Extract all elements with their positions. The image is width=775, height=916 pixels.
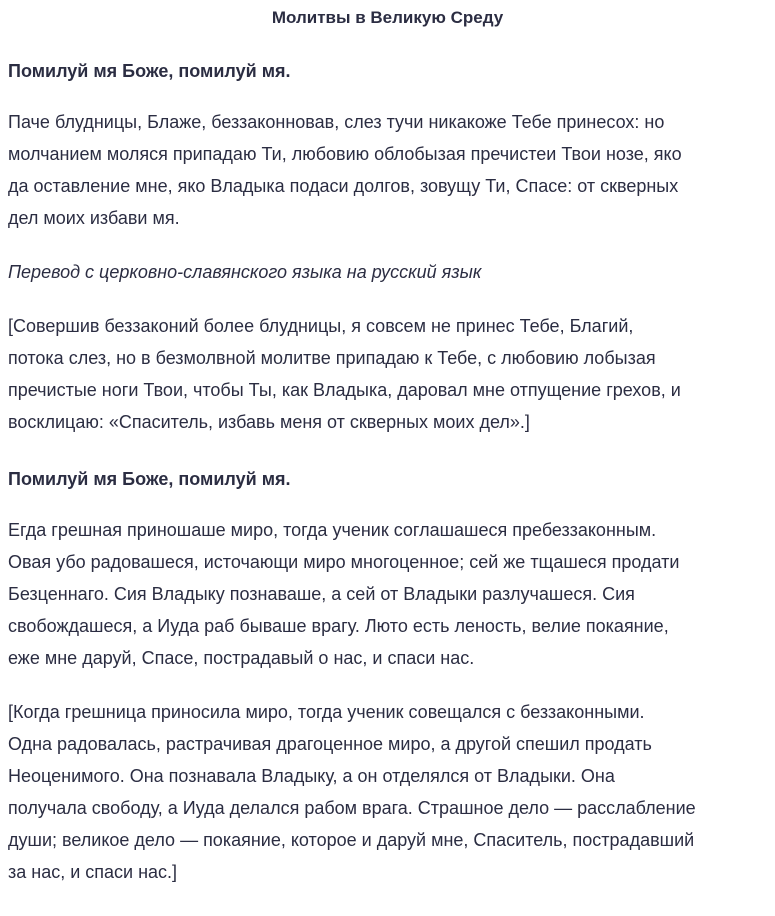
- translation-text: [8, 696, 767, 888]
- prayer-text: [8, 514, 767, 674]
- text-line: еже мне даруй, Спасе, пострадавый о нас, и спаси нас.: [8, 648, 475, 668]
- prayer-text: [8, 106, 767, 234]
- text-line: восклицаю: «Спаситель, избавь меня от скверных моих дел».]: [8, 412, 530, 432]
- text-line: за нас, и спаси нас.]: [8, 862, 178, 882]
- text-line: [Когда грешница приносила миро, тогда ученик совещался с беззаконными.: [8, 702, 645, 722]
- page-title: Молитвы в Великую Среду: [271, 8, 504, 27]
- text-line: да оставление мне, яко Владыка подаси долгов, зовущу Ти, Спасе: от скверных: [8, 176, 679, 196]
- document: [0, 6, 775, 888]
- text-line: свобождашеся, а Иуда раб бываше врагу. Люто есть леность, велие покаяние,: [8, 616, 669, 636]
- text-line: Неоценимого. Она познавала Владыку, а он отделялся от Владыки. Она: [8, 766, 615, 786]
- text-line: Егда грешная приношаше миро, тогда ученик соглашашеся пребеззаконным.: [8, 520, 657, 540]
- text-line: дел моих избави мя.: [8, 208, 180, 228]
- text-line: Одна радовалась, растрачивая драгоценное миро, а другой спешил продать: [8, 734, 652, 754]
- translation-text: [8, 310, 767, 438]
- section-heading: Помилуй мя Боже, помилуй мя.: [8, 61, 291, 81]
- text-line: пречистые ноги Твои, чтобы Ты, как Владыка, даровал мне отпущение грехов, и: [8, 380, 681, 400]
- text-line: Овая убо радовашеся, источающи миро многоценное; сей же тщашеся продати: [8, 552, 680, 572]
- text-line: [Совершив беззаконий более блудницы, я совсем не принес Тебе, Благий,: [8, 316, 634, 336]
- text-line: потока слез, но в безмолвной молитве припадаю к Тебе, с любовию лобызая: [8, 348, 656, 368]
- text-line: Безценнаго. Сия Владыку познаваше, а сей от Владыки разлучашеся. Сия: [8, 584, 635, 604]
- text-line: души; великое дело — покаяние, которое и даруй мне, Спаситель, пострадавший: [8, 830, 695, 850]
- text-line: получала свободу, а Иуда делался рабом врага. Страшное дело — расслабление: [8, 798, 696, 818]
- text-line: Паче блудницы, Блаже, беззаконновав, слез тучи никакоже Тебе принесох: но: [8, 112, 665, 132]
- text-line: молчанием моляся припадаю Ти, любовию облобызая пречистеи Твои нозе, яко: [8, 144, 682, 164]
- translation-note: Перевод с церковно-славянского языка на русский язык: [8, 262, 482, 282]
- section-heading: Помилуй мя Боже, помилуй мя.: [8, 469, 291, 489]
